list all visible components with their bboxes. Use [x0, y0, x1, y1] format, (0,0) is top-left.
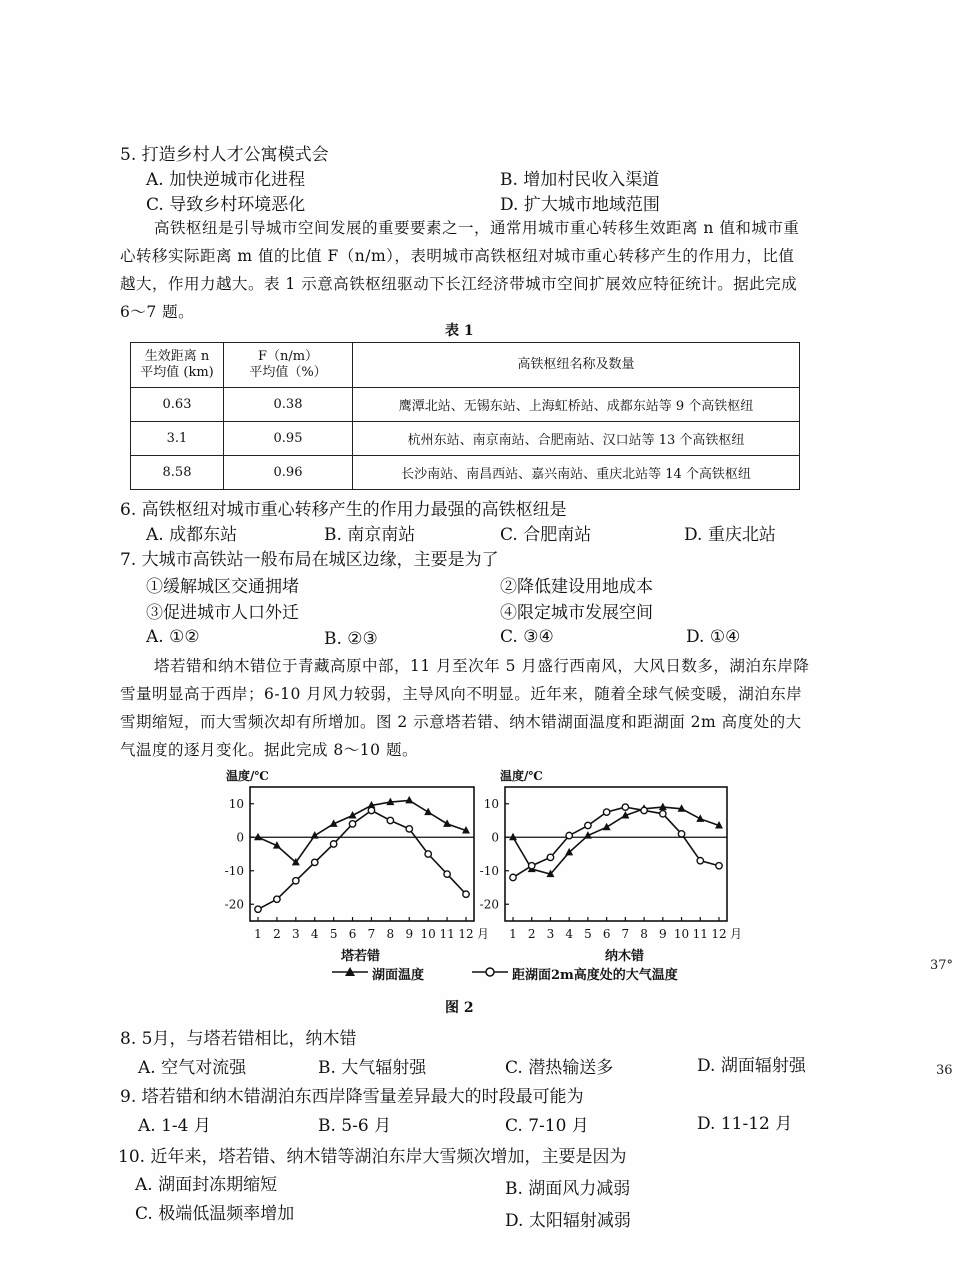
table-cell: 0.63	[131, 388, 224, 422]
q7-option-d[interactable]: D. ①④	[686, 627, 741, 647]
q9-option-d[interactable]: D. 11-12 月	[697, 1114, 793, 1134]
lake-temp-point	[254, 833, 262, 841]
figure-caption: 图 2	[445, 1000, 474, 1016]
x-tick-label: 3	[546, 927, 555, 941]
air-temp-point	[547, 854, 553, 860]
air-temp-point	[349, 821, 355, 827]
air-temp-point	[678, 831, 684, 837]
air-temp-point	[529, 863, 535, 869]
x-tick-label: 12	[458, 927, 474, 941]
table-header-f: F（n/m） 平均值（%）	[224, 343, 353, 388]
lake-temp-point	[311, 831, 319, 839]
q5-option-b[interactable]: B. 增加村民收入渠道	[500, 170, 660, 190]
air-temp-point	[603, 809, 609, 815]
x-axis-unit: 月	[477, 927, 490, 941]
chart2-title: 纳木错	[605, 949, 645, 964]
y-tick-label: 10	[228, 796, 244, 811]
table-cell: 鹰潭北站、无锡东站、上海虹桥站、成都东站等 9 个高铁枢纽	[353, 388, 800, 422]
q5-option-c[interactable]: C. 导致乡村环境恶化	[146, 195, 306, 215]
y-tick-label: -10	[224, 863, 244, 878]
table-caption: 表 1	[445, 323, 474, 339]
chart1-ylabel: 温度/℃	[226, 769, 269, 783]
air-temp-point	[330, 841, 336, 847]
air-temp-point	[566, 832, 572, 838]
q9-option-b[interactable]: B. 5-6 月	[318, 1116, 392, 1136]
chart1-title: 塔若错	[341, 949, 381, 964]
lake-temp-point	[509, 833, 517, 841]
air-temp-point	[425, 851, 431, 857]
x-tick-label: 11	[439, 927, 455, 941]
table-header-stations: 高铁枢纽名称及数量	[353, 343, 800, 388]
lake-temp-line	[513, 807, 719, 874]
q9-option-a[interactable]: A. 1-4 月	[138, 1116, 211, 1136]
q9-option-c[interactable]: C. 7-10 月	[505, 1116, 589, 1136]
q10-option-a[interactable]: A. 湖面封冻期缩短	[135, 1175, 278, 1195]
y-tick-label: -10	[479, 863, 499, 878]
q7-option-a[interactable]: A. ①②	[146, 627, 200, 647]
lake-temp-point	[443, 819, 451, 827]
air-temp-point	[622, 804, 628, 810]
air-temp-point	[368, 807, 374, 813]
q7-item-3: ③促进城市人口外迁	[146, 603, 299, 623]
q5-option-d[interactable]: D. 扩大城市地域范围	[500, 195, 660, 215]
chart-frame	[250, 787, 474, 921]
air-temp-point	[387, 817, 393, 823]
air-temp-point	[312, 859, 318, 865]
table-cell: 8.58	[131, 456, 224, 490]
q7-option-b[interactable]: B. ②③	[324, 629, 378, 649]
q7-item-1: ①缓解城区交通拥堵	[146, 577, 299, 597]
air-temp-point	[463, 891, 469, 897]
legend-air-marker	[470, 964, 510, 980]
table-cell: 3.1	[131, 422, 224, 456]
margin-note: 36	[936, 1063, 953, 1078]
q10-stem: 10. 近年来，塔若错、纳木错等湖泊东岸大雪频次增加，主要是因为	[118, 1147, 627, 1167]
air-temp-point	[444, 871, 450, 877]
lake-temp-point	[659, 803, 667, 811]
y-tick-label: -20	[479, 897, 499, 912]
x-tick-label: 6	[348, 927, 357, 941]
q6-option-a[interactable]: A. 成都东站	[146, 525, 238, 545]
x-tick-label: 9	[658, 927, 667, 941]
air-temp-point	[406, 826, 412, 832]
q10-option-b[interactable]: B. 湖面风力减弱	[505, 1179, 631, 1199]
q8-option-d[interactable]: D. 湖面辐射强	[697, 1056, 806, 1076]
x-tick-label: 4	[565, 927, 574, 941]
x-tick-label: 8	[640, 927, 648, 941]
x-tick-label: 8	[386, 927, 395, 941]
q6-stem: 6. 高铁枢纽对城市重心转移产生的作用力最强的高铁枢纽是	[120, 500, 567, 520]
chart-frame	[505, 787, 727, 921]
lake-temp-point	[405, 796, 413, 804]
q8-option-c[interactable]: C. 潜热输送多	[505, 1058, 614, 1078]
air-temp-point	[585, 822, 591, 828]
q10-option-c[interactable]: C. 极端低温频率增加	[135, 1204, 295, 1224]
x-tick-label: 2	[273, 927, 281, 941]
x-tick-label: 6	[602, 927, 611, 941]
x-tick-label: 12	[711, 927, 727, 941]
q10-option-d[interactable]: D. 太阳辐射减弱	[505, 1211, 631, 1231]
q7-option-c[interactable]: C. ③④	[500, 627, 554, 647]
x-tick-label: 5	[329, 927, 338, 941]
air-temp-point	[697, 858, 703, 864]
margin-note: 37°	[930, 958, 953, 973]
x-tick-label: 1	[254, 927, 262, 941]
q6-option-b[interactable]: B. 南京南站	[324, 525, 416, 545]
legend-air-label: 距湖面2m高度处的大气温度	[512, 968, 678, 983]
x-tick-label: 11	[692, 927, 708, 941]
x-tick-label: 2	[527, 927, 536, 941]
air-temp-point	[510, 874, 516, 880]
y-tick-label: 0	[491, 830, 499, 845]
q8-stem: 8. 5月，与塔若错相比，纳木错	[120, 1029, 357, 1049]
legend-lake-marker	[330, 964, 370, 980]
x-tick-label: 1	[509, 927, 517, 941]
q7-item-2: ②降低建设用地成本	[500, 577, 653, 597]
air-temp-point	[255, 906, 261, 912]
air-temp-point	[716, 863, 722, 869]
x-axis-unit: 月	[730, 927, 743, 941]
q7-stem: 7. 大城市高铁站一般布局在城区边缘，主要是为了	[120, 550, 499, 570]
q7-item-4: ④限定城市发展空间	[500, 603, 653, 623]
table-cell: 长沙南站、南昌西站、嘉兴南站、重庆北站等 14 个高铁枢纽	[353, 456, 800, 490]
x-tick-label: 7	[621, 927, 630, 941]
air-temp-line	[258, 810, 466, 909]
y-tick-label: 10	[483, 796, 499, 811]
lake-temp-point	[424, 808, 432, 816]
air-temp-point	[293, 878, 299, 884]
legend-lake-label: 湖面温度	[372, 968, 425, 983]
chart2-ylabel: 温度/℃	[500, 769, 543, 783]
table-cell: 杭州东站、南京南站、合肥南站、汉口站等 13 个高铁枢纽	[353, 422, 800, 456]
q5-stem: 5. 打造乡村人才公寓模式会	[120, 145, 329, 165]
q8-option-a[interactable]: A. 空气对流强	[138, 1058, 247, 1078]
table-cell: 0.96	[224, 456, 353, 490]
table-cell: 0.95	[224, 422, 353, 456]
air-temp-point	[660, 811, 666, 817]
lake-temp-line	[258, 800, 466, 862]
y-tick-label: 0	[236, 830, 244, 845]
x-tick-label: 5	[584, 927, 592, 941]
x-tick-label: 10	[673, 927, 690, 941]
table-cell: 0.38	[224, 388, 353, 422]
air-temp-point	[274, 896, 280, 902]
x-tick-label: 7	[367, 927, 376, 941]
lake-temp-point	[603, 823, 611, 831]
x-tick-label: 4	[310, 927, 319, 941]
x-tick-label: 10	[420, 927, 436, 941]
q6-option-c[interactable]: C. 合肥南站	[500, 525, 592, 545]
q6-option-d[interactable]: D. 重庆北站	[684, 525, 776, 545]
passage-2: 塔若错和纳木错位于青藏高原中部，11 月至次年 5 月盛行西南风，大风日数多，湖泊东岸降雪量明显高于西岸；6-10 月风力较弱，主导风向不明显。近年来，随着全球气候变暖，湖泊东岸雪期缩短，而大雪频次却有所增加。图 2 示意塔若错、纳木错湖面温度和距湖面 2m 高度处的大气温度的逐月变化。据此完成 8～10 题。	[120, 657, 810, 759]
y-tick-label: -20	[224, 897, 244, 912]
q9-stem: 9. 塔若错和纳木错湖泊东西岸降雪量差异最大的时段最可能为	[120, 1087, 584, 1107]
q8-option-b[interactable]: B. 大气辐射强	[318, 1058, 427, 1078]
table-header-n: 生效距离 n 平均值 (km)	[131, 343, 224, 388]
x-tick-label: 3	[291, 927, 300, 941]
x-tick-label: 9	[405, 927, 414, 941]
q5-option-a[interactable]: A. 加快逆城市化进程	[146, 170, 306, 190]
air-temp-point	[641, 807, 647, 813]
air-temp-line	[513, 807, 719, 877]
passage-1: 高铁枢纽是引导城市空间发展的重要要素之一，通常用城市重心转移生效距离 n 值和城市重心转移实际距离 m 值的比值 F（n/m），表明城市高铁枢纽对城市重心转移产生的作用力，比值越大，作用力越大。表 1 示意高铁枢纽驱动下长江经济带城市空间扩展效应特征统计。据此完成 6～7 题。	[120, 219, 800, 321]
